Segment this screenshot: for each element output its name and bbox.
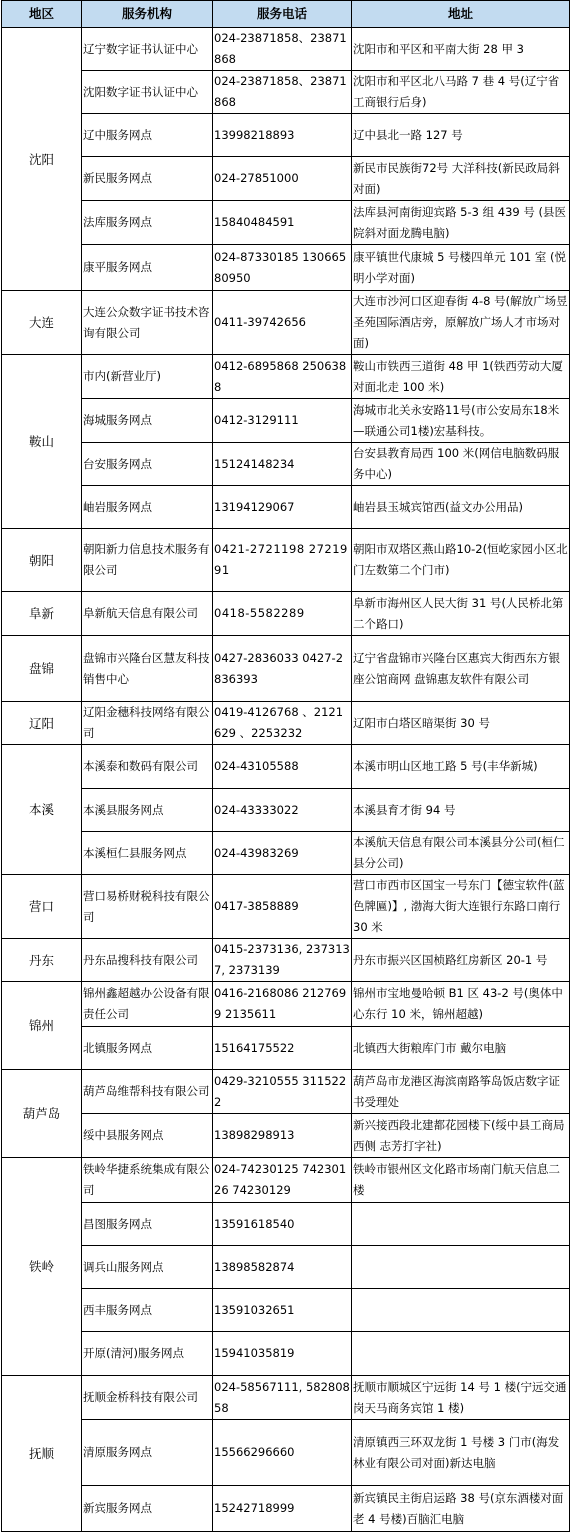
address-cell: 康平镇世代康城 5 号楼四单元 101 室 (悦明小学对面) bbox=[352, 245, 570, 291]
organization-cell: 法库服务网点 bbox=[82, 201, 213, 245]
organization-cell: 西丰服务网点 bbox=[82, 1289, 213, 1332]
table-row bbox=[2, 1114, 570, 1158]
phone-cell: 0421-2721198 2721991 bbox=[213, 529, 352, 592]
region-cell: 阜新 bbox=[2, 592, 82, 636]
organization-cell: 辽中服务网点 bbox=[82, 114, 213, 157]
organization-cell: 海城服务网点 bbox=[82, 399, 213, 443]
address-cell: 沈阳市和平区北八马路 7 巷 4 号(辽宁省工商银行后身) bbox=[352, 71, 570, 114]
phone-cell: 0412-3129111 bbox=[213, 399, 352, 443]
table-row bbox=[2, 355, 570, 399]
address-cell: 台安县教育局西 100 米(网信电脑数码服务中心) bbox=[352, 443, 570, 486]
phone-cell: 024-23871858、23871868 bbox=[213, 28, 352, 71]
organization-cell: 北镇服务网点 bbox=[82, 1027, 213, 1070]
organization-cell: 台安服务网点 bbox=[82, 443, 213, 486]
table-row bbox=[2, 875, 570, 939]
phone-cell: 0412-6895868 2506388 bbox=[213, 355, 352, 399]
address-cell: 岫岩县玉城宾馆西(益文办公用品) bbox=[352, 486, 570, 529]
phone-cell: 13898298913 bbox=[213, 1114, 352, 1158]
phone-cell: 0416-2168086 2127699 2135611 bbox=[213, 982, 352, 1027]
address-cell: 丹东市振兴区国桢路红房新区 20-1 号 bbox=[352, 939, 570, 982]
table-row bbox=[2, 1070, 570, 1114]
region-cell: 辽阳 bbox=[2, 702, 82, 745]
organization-cell: 康平服务网点 bbox=[82, 245, 213, 291]
address-cell: 法库县河南街迎宾路 5-3 组 439 号 (县医院斜对面龙腾电脑) bbox=[352, 201, 570, 245]
address-cell: 抚顺市顺城区宁远街 14 号 1 楼(宁远交通岗天马商务宾馆 1 楼) bbox=[352, 1376, 570, 1420]
table-row bbox=[2, 529, 570, 592]
table-row bbox=[2, 28, 570, 71]
organization-cell: 辽阳金穗科技网络有限公司 bbox=[82, 702, 213, 745]
address-cell: 大连市沙河口区迎春街 4-8 号(解放广场昱圣苑国际酒店旁，原解放广场人才市场对面) bbox=[352, 291, 570, 355]
table-row bbox=[2, 157, 570, 201]
table-row bbox=[2, 939, 570, 982]
phone-cell: 024-43983269 bbox=[213, 832, 352, 875]
header-organization: 服务机构 bbox=[82, 1, 213, 28]
region-cell: 鞍山 bbox=[2, 355, 82, 529]
phone-cell: 024-74230125 74230126 74230129 bbox=[213, 1158, 352, 1203]
address-cell: 铁岭市银州区文化路市场南门航天信息二楼 bbox=[352, 1158, 570, 1203]
address-cell: 北镇西大街粮库门市 戴尔电脑 bbox=[352, 1027, 570, 1070]
region-cell: 朝阳 bbox=[2, 529, 82, 592]
organization-cell: 清原服务网点 bbox=[82, 1420, 213, 1486]
phone-cell: 024-23871858、23871868 bbox=[213, 71, 352, 114]
table-row bbox=[2, 636, 570, 702]
table-row bbox=[2, 291, 570, 355]
table-row bbox=[2, 201, 570, 245]
region-cell: 营口 bbox=[2, 875, 82, 939]
table-header-row bbox=[2, 1, 570, 28]
table-row bbox=[2, 1486, 570, 1532]
phone-cell: 15941035819 bbox=[213, 1332, 352, 1376]
organization-cell: 朝阳新力信息技术服务有限公司 bbox=[82, 529, 213, 592]
table-row bbox=[2, 1158, 570, 1203]
table-row bbox=[2, 1027, 570, 1070]
table-row bbox=[2, 399, 570, 443]
address-cell: 新兴接西段北建都花园楼下(绥中县工商局西侧 志芳打字社) bbox=[352, 1114, 570, 1158]
phone-cell: 15840484591 bbox=[213, 201, 352, 245]
table-row bbox=[2, 1246, 570, 1289]
phone-cell: 0411-39742656 bbox=[213, 291, 352, 355]
region-cell: 盘锦 bbox=[2, 636, 82, 702]
phone-cell: 13591032651 bbox=[213, 1289, 352, 1332]
organization-cell: 开原(清河)服务网点 bbox=[82, 1332, 213, 1376]
address-cell: 营口市西市区国宝一号东门【德宝软件(蓝色牌匾)】, 渤海大街大连银行东路口南行 30 米 bbox=[352, 875, 570, 939]
table-row bbox=[2, 702, 570, 745]
region-cell: 锦州 bbox=[2, 982, 82, 1070]
table-row bbox=[2, 486, 570, 529]
table-row bbox=[2, 832, 570, 875]
organization-cell: 抚顺金桥科技有限公司 bbox=[82, 1376, 213, 1420]
table-row bbox=[2, 789, 570, 832]
phone-cell: 13591618540 bbox=[213, 1203, 352, 1246]
address-cell: 鞍山市铁西三道街 48 甲 1(铁西劳动大厦对面北走 100 米) bbox=[352, 355, 570, 399]
address-cell: 朝阳市双塔区燕山路10-2(恒屹家园小区北门左数第二个门市) bbox=[352, 529, 570, 592]
phone-cell: 024-43333022 bbox=[213, 789, 352, 832]
address-cell: 锦州市宝地曼哈顿 B1 区 43-2 号(奥体中心东行 10 米，锦州超越) bbox=[352, 982, 570, 1027]
table-row bbox=[2, 982, 570, 1027]
address-cell bbox=[352, 1203, 570, 1246]
phone-cell: 024-58567111, 58280858 bbox=[213, 1376, 352, 1420]
address-cell bbox=[352, 1246, 570, 1289]
address-cell: 新宾镇民主街启运路 38 号(京东酒楼对面老 4 号楼)百脑汇电脑 bbox=[352, 1486, 570, 1532]
service-directory-table bbox=[1, 0, 570, 1532]
table-row bbox=[2, 745, 570, 789]
phone-cell: 15124148234 bbox=[213, 443, 352, 486]
header-phone: 服务电话 bbox=[213, 1, 352, 28]
region-cell: 本溪 bbox=[2, 745, 82, 875]
address-cell: 本溪县育才街 94 号 bbox=[352, 789, 570, 832]
region-cell: 铁岭 bbox=[2, 1158, 82, 1376]
organization-cell: 新民服务网点 bbox=[82, 157, 213, 201]
address-cell: 本溪航天信息有限公司本溪县分公司(桓仁县分公司) bbox=[352, 832, 570, 875]
organization-cell: 本溪桓仁县服务网点 bbox=[82, 832, 213, 875]
address-cell: 沈阳市和平区和平南大街 28 甲 3 bbox=[352, 28, 570, 71]
table-row bbox=[2, 245, 570, 291]
region-cell: 葫芦岛 bbox=[2, 1070, 82, 1158]
organization-cell: 盘锦市兴隆台区慧友科技销售中心 bbox=[82, 636, 213, 702]
table-row bbox=[2, 71, 570, 114]
address-cell: 本溪市明山区地工路 5 号(丰华新城) bbox=[352, 745, 570, 789]
phone-cell: 0417-3858889 bbox=[213, 875, 352, 939]
header-region: 地区 bbox=[2, 1, 82, 28]
table-row bbox=[2, 1203, 570, 1246]
phone-cell: 13998218893 bbox=[213, 114, 352, 157]
table-body bbox=[2, 28, 570, 1532]
region-cell: 大连 bbox=[2, 291, 82, 355]
address-cell: 海城市北关永安路11号(市公安局东18米—联通公司1楼)宏基科技。 bbox=[352, 399, 570, 443]
address-cell: 清原镇西三环双龙街 1 号楼 3 门市(海发林业有限公司对面)新达电脑 bbox=[352, 1420, 570, 1486]
phone-cell: 024-27851000 bbox=[213, 157, 352, 201]
address-cell: 辽中县北一路 127 号 bbox=[352, 114, 570, 157]
address-cell bbox=[352, 1289, 570, 1332]
organization-cell: 新宾服务网点 bbox=[82, 1486, 213, 1532]
organization-cell: 营口易桥财税科技有限公司 bbox=[82, 875, 213, 939]
organization-cell: 阜新航天信息有限公司 bbox=[82, 592, 213, 636]
header-address: 地址 bbox=[352, 1, 570, 28]
organization-cell: 本溪县服务网点 bbox=[82, 789, 213, 832]
address-cell: 辽宁省盘锦市兴隆台区惠宾大街西东方银座公馆商网 盘锦惠友软件有限公司 bbox=[352, 636, 570, 702]
table-row bbox=[2, 114, 570, 157]
address-cell bbox=[352, 1332, 570, 1376]
region-cell: 丹东 bbox=[2, 939, 82, 982]
address-cell: 新民市民族街72号 大洋科技(新民政局斜对面) bbox=[352, 157, 570, 201]
organization-cell: 调兵山服务网点 bbox=[82, 1246, 213, 1289]
organization-cell: 绥中县服务网点 bbox=[82, 1114, 213, 1158]
address-cell: 葫芦岛市龙港区海滨南路筝岛饭店数字证书受理处 bbox=[352, 1070, 570, 1114]
phone-cell: 15242718999 bbox=[213, 1486, 352, 1532]
table-row bbox=[2, 1289, 570, 1332]
phone-cell: 024-43105588 bbox=[213, 745, 352, 789]
organization-cell: 丹东品搜科技有限公司 bbox=[82, 939, 213, 982]
organization-cell: 沈阳数字证书认证中心 bbox=[82, 71, 213, 114]
organization-cell: 锦州鑫超越办公设备有限责任公司 bbox=[82, 982, 213, 1027]
phone-cell: 13194129067 bbox=[213, 486, 352, 529]
phone-cell: 13898582874 bbox=[213, 1246, 352, 1289]
phone-cell: 024-87330185 13066580950 bbox=[213, 245, 352, 291]
phone-cell: 0427-2836033 0427-2836393 bbox=[213, 636, 352, 702]
organization-cell: 昌图服务网点 bbox=[82, 1203, 213, 1246]
organization-cell: 本溪泰和数码有限公司 bbox=[82, 745, 213, 789]
region-cell: 沈阳 bbox=[2, 28, 82, 291]
organization-cell: 葫芦岛维帮科技有限公司 bbox=[82, 1070, 213, 1114]
table-row bbox=[2, 1332, 570, 1376]
table-row bbox=[2, 1376, 570, 1420]
address-cell: 辽阳市白塔区暗渠街 30 号 bbox=[352, 702, 570, 745]
organization-cell: 岫岩服务网点 bbox=[82, 486, 213, 529]
organization-cell: 市内(新营业厅) bbox=[82, 355, 213, 399]
organization-cell: 辽宁数字证书认证中心 bbox=[82, 28, 213, 71]
table-row bbox=[2, 1420, 570, 1486]
address-cell: 阜新市海州区人民大街 31 号(人民桥北第二个路口) bbox=[352, 592, 570, 636]
region-cell: 抚顺 bbox=[2, 1376, 82, 1532]
table-row bbox=[2, 443, 570, 486]
phone-cell: 0429-3210555 3115222 bbox=[213, 1070, 352, 1114]
phone-cell: 15566296660 bbox=[213, 1420, 352, 1486]
phone-cell: 0415-2373136, 2373137, 2373139 bbox=[213, 939, 352, 982]
organization-cell: 大连公众数字证书技术咨询有限公司 bbox=[82, 291, 213, 355]
phone-cell: 0419-4126768 、2121629 、2253232 bbox=[213, 702, 352, 745]
phone-cell: 0418-5582289 bbox=[213, 592, 352, 636]
organization-cell: 铁岭华捷系统集成有限公司 bbox=[82, 1158, 213, 1203]
phone-cell: 15164175522 bbox=[213, 1027, 352, 1070]
table-row bbox=[2, 592, 570, 636]
